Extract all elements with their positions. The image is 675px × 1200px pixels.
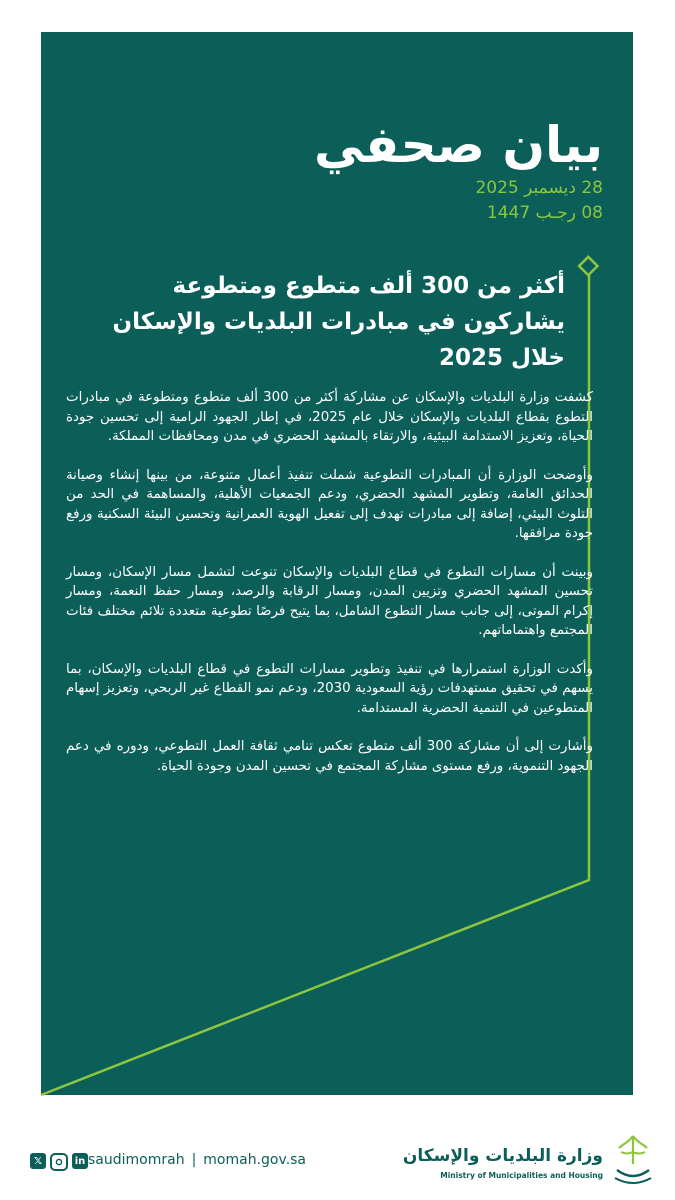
footer-links: [88, 1152, 306, 1168]
divider: |: [191, 1152, 197, 1168]
social-handle[interactable]: saudimomrah: [88, 1152, 185, 1168]
paragraph-1: كشفت وزارة البلديات والإسكان عن مشاركة أكثر من 300 ألف متطوع ومتطوعة في مبادرات التطوع بقطاع البلديات والإسكان خلال عام 2025، في إطار الجهود الرامية إلى تحسين جودة الحياة، وتعزيز الاستدامة البيئية، والارتقاء بالمشهد الحضري في مدن ومحافظات المملكة.: [66, 390, 593, 444]
page-title: بيان صحفي: [314, 116, 603, 174]
date-gregorian: 28 ديسمبر 2025: [475, 178, 603, 198]
website-link[interactable]: momah.gov.sa: [203, 1152, 307, 1168]
article-body: [66, 388, 593, 795]
ministry-name-arabic: وزارة البلديات والإسكان: [402, 1146, 603, 1166]
social-links: [30, 1153, 88, 1171]
paragraph-3: وبينت أن مسارات التطوع في قطاع البلديات والإسكان تنوعت لتشمل مسار الإسكان، ومسار تحسين المشهد الحضري وتزيين المدن، ومسار الرقابة والرصد، ومسار حفظ النعمة، ومسار إكرام الموتى، إلى جانب مسار التطوع الشامل، بما يتيح فرصًا تطوعية متعددة تلائم مختلف فئات المجتمع واهتماماتهم.: [66, 564, 593, 638]
ministry-name-english: Ministry of Municipalities and Housing: [440, 1171, 603, 1180]
paragraph-2: وأوضحت الوزارة أن المبادرات التطوعية شملت تنفيذ أعمال متنوعة، من بينها إنشاء وصيانة الحدائق العامة، وتطوير المشهد الحضري، ودعم الجمعيات الأهلية، والمساهمة في الحد من التلوث البيئي، إضافة إلى مبادرات تهدف إلى تفعيل الهوية العمرانية وتحسين البيئة السكنية ورفع جودة مرافقها.: [66, 467, 593, 541]
linkedin-icon[interactable]: in: [72, 1153, 88, 1169]
headline: أكثر من 300 ألف متطوع ومتطوعة يشاركون في مبادرات البلديات والإسكان خلال 2025: [112, 273, 565, 371]
date-hijri: 08 رجـب 1447: [486, 203, 603, 223]
paragraph-5: وأشارت إلى أن مشاركة 300 ألف متطوع تعكس تنامي ثقافة العمل التطوعي، ودوره في دعم الجهود التنموية، ورفع مستوى مشاركة المجتمع في تحسين المدن وجودة الحياة.: [66, 739, 593, 774]
paragraph-4: وأكدت الوزارة استمرارها في تنفيذ وتطوير مسارات التطوع في قطاع البلديات والإسكان، بما يسهم في تحقيق مستهدفات رؤية السعودية 2030، ودعم نمو القطاع غير الربحي، وتعزيز إسهام المتطوعين في التنمية الحضرية المستدامة.: [66, 661, 593, 716]
diamond-marker-icon: [579, 257, 597, 275]
x-icon[interactable]: 𝕏: [30, 1153, 46, 1169]
instagram-icon[interactable]: [50, 1153, 68, 1171]
